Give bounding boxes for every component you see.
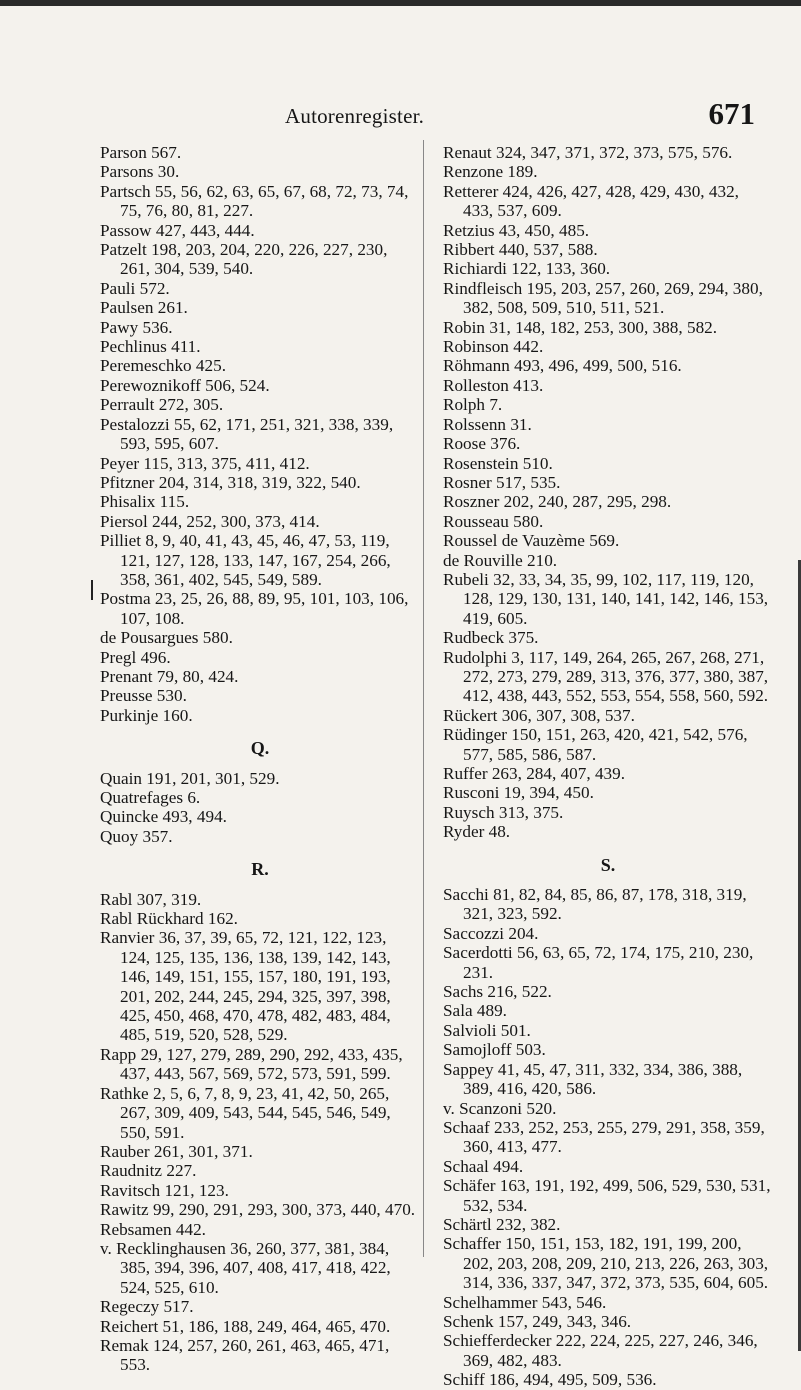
entries-q (100, 769, 420, 847)
index-entry: Rathke 2, 5, 6, 7, 8, 9, 23, 41, 42, 50, 265, 267, 309, 409, 543, 544, 545, 546, 549, 550, 591. (100, 1083, 391, 1142)
index-entry: Rolph 7. (443, 395, 503, 415)
index-entry: Rauber 261, 301, 371. (100, 1141, 253, 1161)
index-entry: Rückert 306, 307, 308, 537. (443, 705, 635, 725)
section-letter-r: R. (251, 859, 269, 880)
index-entry: Robin 31, 148, 182, 253, 300, 388, 582. (443, 317, 718, 337)
index-entry: Rapp 29, 127, 279, 289, 290, 292, 433, 435, 437, 443, 567, 569, 572, 573, 591, 599. (100, 1044, 403, 1084)
index-entry: Quatrefages 6. (100, 788, 201, 807)
index-entry: Raudnitz 227. (100, 1161, 197, 1181)
index-entry: Rebsamen 442. (100, 1219, 206, 1239)
index-entry: Ryder 48. (443, 822, 511, 842)
right-column (443, 143, 773, 1390)
index-entry: Roszner 202, 240, 287, 295, 298. (443, 492, 672, 512)
index-entry: Pregl 496. (100, 647, 171, 667)
index-entry: Rousseau 580. (443, 511, 544, 531)
index-entry: Rawitz 99, 290, 291, 293, 300, 373, 440, 470. (100, 1200, 416, 1220)
index-entry: Retterer 424, 426, 427, 428, 429, 430, 432, 433, 537, 609. (443, 181, 739, 221)
index-entry: Renzone 189. (443, 162, 538, 182)
index-entry: Sachs 216, 522. (443, 982, 552, 1002)
index-entry: Schaaf 233, 252, 253, 255, 279, 291, 358, 359, 360, 413, 477. (443, 1117, 765, 1157)
index-entry: Ravitsch 121, 123. (100, 1180, 229, 1200)
index-entry: Renaut 324, 347, 371, 372, 373, 575, 576. (443, 143, 733, 162)
index-entry: Postma 23, 25, 26, 88, 89, 95, 101, 103, 106, 107, 108. (100, 589, 409, 628)
index-entry: Prenant 79, 80, 424. (100, 666, 239, 686)
index-entry: Patzelt 198, 203, 204, 220, 226, 227, 230, 261, 304, 539, 540. (100, 240, 388, 279)
index-entry: Rolleston 413. (443, 375, 544, 395)
index-entry: Retzius 43, 450, 485. (443, 220, 590, 240)
index-entry: Salvioli 501. (443, 1020, 531, 1040)
entries-r-left (100, 890, 420, 1375)
section-letter-s: S. (600, 854, 616, 875)
index-entry: Schenk 157, 249, 343, 346. (443, 1311, 632, 1331)
index-entry: Purkinje 160. (100, 705, 193, 725)
index-entry: Robinson 442. (443, 337, 544, 357)
index-entry: Parson 567. (100, 143, 182, 162)
index-entry: v. Recklinghausen 36, 260, 377, 381, 384, 385, 394, 396, 407, 408, 417, 418, 422, 524, 525, 610. (100, 1238, 391, 1297)
index-entry: Pauli 572. (100, 278, 170, 298)
index-entry: Samojloff 503. (443, 1040, 546, 1060)
index-entry: Pfitzner 204, 314, 318, 319, 322, 540. (100, 472, 361, 492)
index-entry: Rolssenn 31. (443, 414, 532, 434)
index-entry: Peremeschko 425. (100, 356, 227, 376)
index-entry: Rosenstein 510. (443, 453, 553, 473)
page-number: 671 (708, 96, 755, 131)
index-entry: Paulsen 261. (100, 298, 188, 318)
index-entry: Parsons 30. (100, 162, 180, 182)
index-entry: Ruysch 313, 375. (443, 802, 564, 822)
index-entry: Schäfer 163, 191, 192, 499, 506, 529, 530, 531, 532, 534. (443, 1176, 771, 1215)
index-entry: Schelhammer 543, 546. (443, 1292, 607, 1312)
running-title: Autorenregister. (285, 104, 425, 128)
index-entry: Röhmann 493, 496, 499, 500, 516. (443, 356, 682, 376)
index-entry: Quincke 493, 494. (100, 807, 227, 827)
index-entry: Ribbert 440, 537, 588. (443, 240, 598, 260)
index-entry: Reichert 51, 186, 188, 249, 464, 465, 470. (100, 1316, 391, 1336)
index-entry: Partsch 55, 56, 62, 63, 65, 67, 68, 72, 73, 74, 75, 76, 80, 81, 227. (100, 181, 409, 221)
index-entry: Regeczy 517. (100, 1297, 194, 1317)
entries-r-right (443, 143, 773, 842)
index-entry: Phisalix 115. (100, 492, 190, 512)
index-entry: de Rouville 210. (443, 550, 558, 570)
top-page-rule (0, 0, 801, 6)
index-entry: v. Scanzoni 520. (443, 1098, 557, 1118)
index-entry: Rindfleisch 195, 203, 257, 260, 269, 294, 380, 382, 508, 509, 510, 511, 521. (443, 278, 763, 318)
margin-mark (91, 580, 93, 600)
index-entry: Roussel de Vauzème 569. (443, 531, 620, 551)
index-entry: Rudolphi 3, 117, 149, 264, 265, 267, 268, 271, 272, 273, 279, 289, 313, 376, 377, 380, 387, 412, 438, 443, 552, 553, 554, 558, 560, 592. (443, 647, 769, 706)
index-entry: Sala 489. (443, 1001, 507, 1021)
index-entry: Sappey 41, 45, 47, 311, 332, 334, 386, 388, 389, 416, 420, 586. (443, 1059, 743, 1099)
index-entry: de Pousargues 580. (100, 628, 233, 648)
index-entry: Perewoznikoff 506, 524. (100, 375, 270, 395)
index-entry: Saccozzi 204. (443, 923, 539, 943)
index-entry: Pawy 536. (100, 317, 173, 337)
index-entry: Schärtl 232, 382. (443, 1214, 561, 1234)
index-entry: Ranvier 36, 37, 39, 65, 72, 121, 122, 123, 124, 125, 135, 136, 138, 139, 142, 143, 146, 149, 151, 155, 157, 180, 191, 193, 201, 202, 244, 245, 294, 325, 397, 398, 425, 450, 468, 470, 478, 482, 483, 484, 485, 519, 520, 528, 529. (100, 928, 391, 1045)
index-entry: Rabl Rückhard 162. (100, 909, 238, 929)
index-entry: Rosner 517, 535. (443, 472, 561, 492)
index-entry: Richiardi 122, 133, 360. (443, 259, 611, 279)
index-entry: Roose 376. (443, 434, 521, 454)
index-entry: Rusconi 19, 394, 450. (443, 783, 594, 803)
index-entry: Sacchi 81, 82, 84, 85, 86, 87, 178, 318, 319, 321, 323, 592. (443, 885, 747, 924)
index-entry: Passow 427, 443, 444. (100, 220, 255, 240)
index-entry: Quain 191, 201, 301, 529. (100, 768, 280, 788)
entries-p (100, 143, 420, 725)
index-entry: Pestalozzi 55, 62, 171, 251, 321, 338, 339, 593, 595, 607. (100, 414, 394, 454)
index-entry: Quoy 357. (100, 826, 173, 846)
left-column (100, 143, 420, 1375)
index-entry: Sacerdotti 56, 63, 65, 72, 174, 175, 210, 230, 231. (443, 943, 754, 982)
index-entry: Schiff 186, 494, 495, 509, 536. (443, 1370, 657, 1390)
index-entry: Pilliet 8, 9, 40, 41, 43, 45, 46, 47, 53, 119, 121, 127, 128, 133, 147, 167, 254, 266, 358, 361, 402, 545, 549, 589. (100, 531, 391, 589)
index-entry: Preusse 530. (100, 686, 187, 706)
entries-s (443, 885, 773, 1390)
index-entry: Schaffer 150, 151, 153, 182, 191, 199, 200, 202, 203, 208, 209, 210, 213, 226, 263, 303, 314, 336, 337, 347, 372, 373, 535, 604, 605. (443, 1234, 769, 1293)
index-entry: Ruffer 263, 284, 407, 439. (443, 764, 626, 783)
index-entry: Rubeli 32, 33, 34, 35, 99, 102, 117, 119, 120, 128, 129, 130, 131, 140, 141, 142, 146, 153, 419, 605. (443, 569, 769, 628)
section-letter-q: Q. (250, 738, 270, 759)
index-entry: Remak 124, 257, 260, 261, 463, 465, 471, 553. (100, 1335, 390, 1375)
index-entry: Perrault 272, 305. (100, 395, 224, 415)
index-entry: Schaal 494. (443, 1156, 524, 1176)
index-entry: Pechlinus 411. (100, 337, 201, 357)
index-entry: Rabl 307, 319. (100, 889, 202, 909)
index-entry: Rudbeck 375. (443, 628, 539, 648)
column-divider (423, 140, 424, 1257)
index-entry: Piersol 244, 252, 300, 373, 414. (100, 511, 320, 531)
index-entry: Rüdinger 150, 151, 263, 420, 421, 542, 576, 577, 585, 586, 587. (443, 725, 748, 764)
page-header (285, 96, 755, 136)
index-entry: Peyer 115, 313, 375, 411, 412. (100, 453, 310, 473)
index-entry: Schiefferdecker 222, 224, 225, 227, 246, 346, 369, 482, 483. (443, 1331, 758, 1370)
